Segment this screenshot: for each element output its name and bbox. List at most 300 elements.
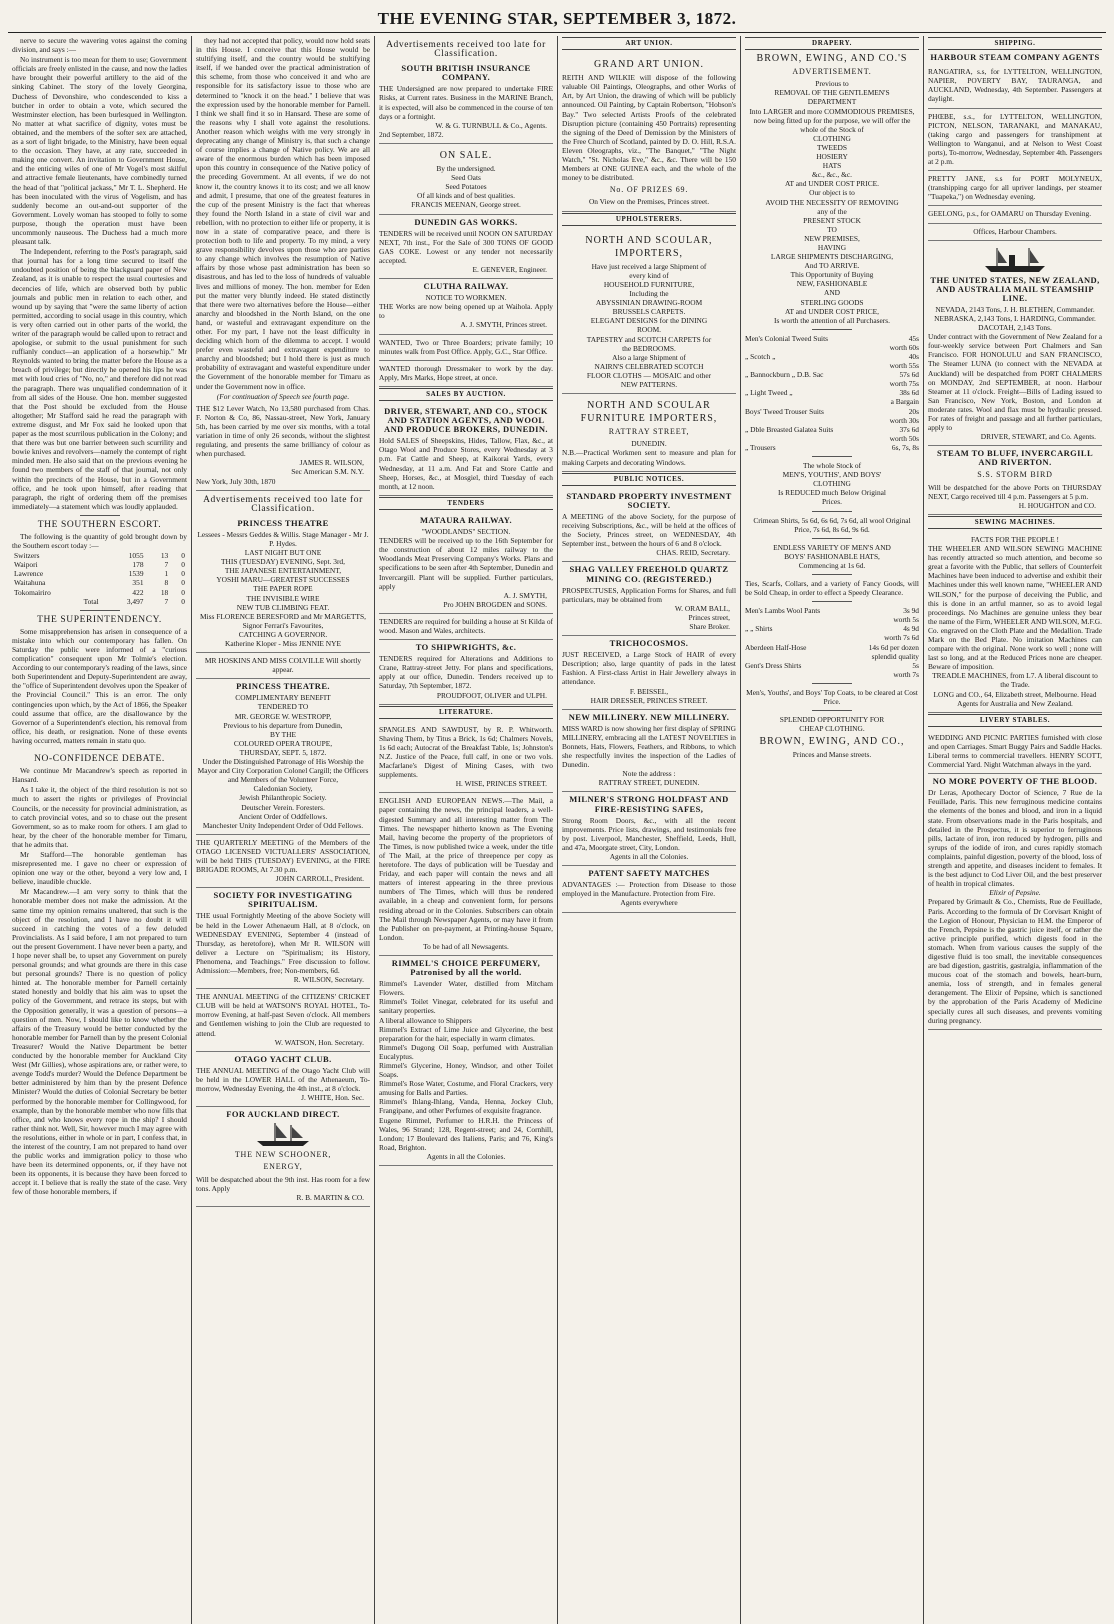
ad-signature: F. BEISSEL, (629, 686, 669, 696)
ad-title: HARBOUR STEAM COMPANY AGENTS (930, 52, 1100, 63)
ad-signature: A. J. SMYTH, Princes street. (460, 320, 547, 330)
ad-line: HATS (822, 161, 842, 171)
ad-body: Will be despatched about the 9th inst. Has room for a few tons. Apply (196, 1174, 370, 1193)
ad-line: No. OF PRIZES 69. (609, 185, 689, 195)
ad-line: STERLING GOODS (800, 297, 864, 307)
price-worth: worth 55s (889, 361, 919, 371)
price-row (745, 425, 919, 434)
column-5 (740, 36, 923, 1624)
ad-poverty-blood (928, 774, 1102, 1030)
ad-line: Seed Oats (451, 173, 481, 183)
ad-line: CLOTHING (813, 133, 851, 143)
ad-body: JUST RECEIVED, a Large Stock of HAIR of every Description; also, large quantity of pads in the latest Fashion. A First-class Artist in Hair Jewellery always in attendance. (562, 650, 736, 687)
article-paragraph: As I take it, the object of the third resolution is not so much to assert the rights or privileges of Provincial Councils, or the necessity for provincial administration, as to catch provincial votes, and so to chase out the present Government, so as to make room for others. I am glad to hear, by the cheer of the honorable member for Timaru, that he admits that. (12, 785, 187, 849)
ad-body: Prepared by Grimault & Co., Chemists, Rue de Feuillade, Paris. According to the formula of Dr Corvisart Knight of the Legion of Honour, Physician to H.M. the Emperor of the French, Pepsine is the gastric juice itself, or rather the active principle purified, which digests food in the stomach. When from various causes the supply of the digestive fluid is too small, the inevitable consequences are bad digestion, gastritis, gastralgia, inflammation of the mucous coat of the stomach and bowels, heart-burn, anemia, loss of strength, and in females general derangement. The Elixir of Pepsine, which is sanctioned by the approbation of the Paris Academy of Medicine specially cures all such diseases, and prevents vomiting during pregnancy. (928, 897, 1102, 1025)
ad-mail-steamship (928, 241, 1102, 447)
ad-signature: W. WATSON, Hon. Secretary. (274, 1037, 364, 1047)
ad-millinery (562, 710, 736, 793)
table-cell-value: 351 (132, 578, 144, 588)
ad-line: Previous to (815, 79, 849, 89)
price-item: Aberdeen Half-Hose (745, 642, 807, 652)
ad-lever-watch (196, 401, 370, 491)
price-row (745, 643, 919, 652)
table-cell-value: 1055 (128, 551, 144, 561)
ad-rangatira: RANGATIRA, s.s, for LYTTELTON, WELLINGTON, NAPIER, POVERTY BAY, TAURANGA, and AUCKLAND, Wednesday, 4th September. Passengers at daylight. (928, 64, 1102, 108)
ad-line: every kind of (629, 270, 669, 280)
section-heading: LIVERY STABLES. (928, 714, 1102, 727)
price-worth: worth 60s (889, 342, 919, 352)
ad-line: CATCHING A GOVERNOR. (238, 629, 328, 639)
price-value: 14s 6d per dozen (868, 642, 919, 652)
article-paragraph: The following is the quantity of gold brought down by the Southern escort today :— (12, 531, 187, 551)
ad-line: Have just received a large Shipment of (591, 261, 707, 271)
ad-spiritualism (196, 888, 370, 989)
ad-line: Signor Ferrari's Favourites, (242, 620, 324, 630)
ad-cricket (196, 989, 370, 1052)
ad-line: Under the Distinguished Patronage of His Worship the Mayor and City Corporation Colonel Cargill; the Officers and Members of the Volunteer Force, (197, 757, 369, 785)
ad-body: SPANGLES AND SAWDUST, by R. P. Whitworth. Shaving Them, by Titus a Brick, 1s 6d; Chalmers Novels, 1s 6d each; Autocrat of the Breakfast Table, 1s; Johnston's N.Z. Justice of the Peace, full calf, in one or two vols. Macfarlane's Digest of Mining Cases, with two supplements. (379, 724, 553, 780)
article-paragraph: We continue Mr Macandrew's speech as reported in Hansard. (12, 766, 187, 785)
divider (812, 683, 852, 684)
table-cell-value: 0 (181, 551, 185, 561)
ad-title: PRINCESS THEATRE. (236, 681, 330, 692)
ad-yacht-club (196, 1052, 370, 1107)
divider (812, 574, 852, 575)
ad-storm-bird (928, 446, 1102, 515)
divider (812, 329, 852, 330)
ad-line: DUNEDIN. (631, 439, 667, 449)
ad-line: Rimmel's Toilet Vinegar, celebrated for its useful and sanitary properties. (379, 997, 553, 1016)
price-worth: worth 7s (893, 669, 919, 679)
ad-body: THE WHEELER AND WILSON SEWING MACHINE has recently attracted so much attention, and become so great a favorite with the Public, that sellers of Counterfeit Machines have been induced to advertise and exhibit their Machines under this well known name, "WHEELER AND WILSON," for the purpose of deceiving the Public, and this is done in an artful manner, so as to avoid legal proceedings. No Machines are genuine unless they bear the name of the Firm, WHEELER AND WILSON, M.F.G. Co. engraved on the Cloth Plate and the Medallion. Trade Mark on the Bed Plate. No imitation Machines can compare with the original. None work so well ; none will last so long, and at the Reduced Prices none are cheaper. Beware of imposition. (928, 544, 1102, 672)
ad-line: THURSDAY, SEPT. 5, 1872. (239, 747, 327, 757)
price-item: „ Light Tweed „ (745, 388, 793, 398)
ad-line: NEW PREMISES, (804, 233, 860, 243)
ad-line: Miss FLORENCE BERESFORD and Mr MARGETTS, (200, 611, 366, 621)
ad-line: Rimmel's Rose Water, Costume, and Floral Crackers, very amusing for Balls and Parties. (379, 1079, 553, 1098)
ad-line: NEVADA, 2143 Tons, J. H. BLETHEN, Commander. (935, 304, 1095, 314)
ad-signature: W. ORAM BALL, (674, 603, 730, 613)
ad-line: BRUSSELS CARPETS. (612, 307, 686, 317)
article-paragraph: Mr Macandrew.—I am very sorry to think that the honorable member does not make the admission. At the same time my opinion remains unaltered, that such is the object of the resolution, and I have no doubt it will succeed in catching the votes of a few deluded Provincialists. As I said before, I am not prepared to turn out the present Government. I have never been a party, and I hope never shall be, to upset any Government on purely personal grounds; and what grounds are there in this case but personal grounds? There is no question of policy hinted at. The honorable member for Parnell certainly stated honestly and boldly that his aim was to upset the policy of the Government, and retrace its steps, but with the Opposition generally, it was a question of persons—a question of men. Now, I should like to know whether the affairs of the Treasury would be better conducted by the honorable member for Parnell than by the present Colonial Treasurer? Would the Native Department be better conducted by the honorable member for Auckland City West (Mr Gillies), whose aspirations are, or rather were, to avenge Todd's murder? Would the Defence Department be better administered by him than by the present Defence Minister? Would the duties of Colonial Secretary be better performed by the honorable member for Collingwood, for example, than by the honorable member who now fills that office, and who knows every rope in the ship? I should rather think not. Well, Sir, however much I may agree with the resolutions, either in whole or in part, I confess that, in the interest of the country, I am not prepared to hand over the public works and immigration policy to those who have been its determined opponents, or, if they have not been its opponents, it is because they have been forced to accept it. I believe that is really the state of the case. Very few of those honorable members, if (12, 887, 187, 1197)
price-row (745, 606, 919, 615)
ad-shag-valley (562, 562, 736, 636)
ad-line: Also a large Shipment of (612, 352, 686, 362)
ad-line: LARGE SHIPMENTS DISCHARGING, (770, 252, 894, 262)
table-total-value: 7 (164, 596, 169, 606)
ad-body: THE $12 Lever Watch, No 13,580 purchased from Chas. F. Norton & Co, 86, Nassau-street, New York, January 5th, has been carried by me over six months, with a total variation in time of only 26 seconds, without the slightest regulating, and presents the same brilliancy of colour as when purchased. (196, 403, 370, 459)
ad-signature: HAIR DRESSER, PRINCES STREET. (590, 695, 708, 705)
ad-line: Manchester Unity Independent Order of Odd Fellows. (202, 820, 364, 830)
ad-signature: R. WILSON, Secretary. (293, 975, 364, 985)
price-worth: splendid quality (871, 651, 919, 661)
ad-line: THE INVISIBLE WIRE (246, 593, 320, 603)
section-heading: SHIPPING. (928, 37, 1102, 50)
ad-title: STANDARD PROPERTY INVESTMENT SOCIETY. (566, 490, 732, 510)
table-cell-value: 8 (164, 578, 169, 588)
ad-line: Commencing at 1s 6d. (798, 560, 866, 570)
ad-line: LAST NIGHT BUT ONE (244, 548, 322, 558)
ad-line: Caledonian Society, (253, 784, 313, 794)
ad-title: OTAGO YACHT CLUB. (234, 1053, 332, 1064)
ad-line: Seed Potatoes (445, 182, 487, 192)
ad-title: TO SHIPWRIGHTS, &c. (415, 642, 517, 653)
table-total-label: Total (83, 596, 99, 606)
ad-line: THE JAPANESE ENTERTAINMENT, (224, 566, 342, 576)
ad-line: Note the address : (622, 769, 676, 779)
column-6 (923, 36, 1106, 1624)
ad-line: ENERGY, (263, 1162, 303, 1172)
section-heading: LITERATURE. (379, 706, 553, 719)
price-item: „ Bannockburn „ D.B. Sac (745, 370, 824, 380)
ad-mataura-railway (379, 513, 553, 614)
table-cell-value: 0 (181, 578, 185, 588)
ad-signature: Princes and Manse streets. (792, 750, 872, 760)
divider (80, 610, 120, 611)
ad-line: NEBRASKA, 2,143 Tons, I. HARDING, Commander. (934, 313, 1096, 323)
ad-line: Katherine Kloper - Miss JENNIE NYE (225, 639, 341, 648)
ad-title: BROWN, EWING, AND CO.'S (756, 53, 908, 65)
divider (812, 710, 852, 711)
ad-body: TENDERS required for Alterations and Additions to Crane, Rattray-street Jetty. For plans and specifications, apply at our office, Dunedin. Tenders received up to Saturday, 7th September, 1872. (379, 654, 553, 691)
price-value: 38s 6d (899, 388, 919, 398)
table-cell-value: 178 (132, 560, 144, 570)
ad-line: Rimmel's Ihlang-Ihlang, Vanda, Henna, Jockey Club, Frangipane, and other Perfumes of exquisite fragrance. (379, 1097, 553, 1116)
ad-date: New York, July 30th, 1870 (196, 476, 276, 486)
ad-title: SOUTH BRITISH INSURANCE COMPANY. (401, 63, 531, 83)
ad-body: THE ANNUAL MEETING of the CITIZENS' CRICKET CLUB will be held at WATSON'S ROYAL HOTEL, To-morrow Evening, at half-past Seven o'clock. All members and Gentlemen wishing to join the Club are requested to attend. (196, 992, 370, 1038)
table-total-value: 3,497 (126, 596, 144, 606)
ad-title: DRIVER, STEWART, AND CO., STOCK AND STATION AGENTS, AND WOOL AND PRODUCE BROKERS, DUNEDIN. (384, 406, 548, 435)
steamship-icon (983, 246, 1047, 274)
ad-wheeler-wilson (928, 532, 1102, 713)
ad-line: Into LARGER and more COMMODIOUS PREMISES, now being fitted up for the purpose, we will offer the whole of the Stock of (749, 106, 915, 134)
price-row (745, 661, 919, 670)
ad-dressmaker: WANTED thorough Dressmaker to work by the day. Apply, Mrs Marks, Hope street, at once. (379, 361, 553, 387)
ad-line: Rimmel's Lavender Water, distilled from Mitcham Flowers. (379, 979, 553, 998)
table-cell-value: 422 (132, 587, 144, 597)
article-paragraph: No instrument is too mean for them to use; Government officials are freely enlisted in the cause, and now the ladies have brought their powerful artillery to the aid of the sinking Cabinet. The story of the lovely Georgina, Duchess of Devonshire, who condescended to kiss a butcher in order to obtain a vote, which secured the Westminster election, has been burlesqued in Wellington. No matter at what sacrifice of dignity, votes must be obtained, and the members of the softer sex are attached, as a sort of light brigade, to the Ministry, have been equal to the occasion. They have, at any rate, succeeded in making one convert. An invitation to Government House, and the enticing wiles of one of Mr Vogel's most skilful and attractive female lieutenants, have combinedly turned the head of that "political jackass," Mr T. L. Shepherd. He has been inoculated with the virus of Vogelism, and has suddenly become an out-and-out supporter of the Government. Lovely woman has stooped to folly to some purpose, though the operation must have been uncommonly nauseous. The Duchess had a much more pleasant talk. (12, 55, 187, 247)
ad-line: Is REDUCED much Below Original (778, 488, 886, 498)
ad-line: RATTRAY STREET, DUNEDIN. (598, 778, 700, 788)
ad-art-union (562, 53, 736, 211)
article-paragraph: Some misapprehension has arisen in consequence of a mistake into which our contemporary has fallen. On Saturday the public were informed of a "curious complication" consequent upon Mr Tolmie's election. According to our contemporary's reading of the laws, since both Superintendent and Deputy-Superintendent are away, the "office of Superintendent devolves upon the Speaker of the Provincial Council." This is an error. The only contingencies upon which, by the Act of 1866, the Speaker could assume that office, are the disallowance by the Governor of a Superintendent's election, his removal from office, his death, or resignation. None of these events having occurred, matters remain in statu quo. (12, 626, 187, 745)
ad-body: ADVANTAGES :— Protection from Disease to those employed in the Manufacture. Protection from Fire. (562, 880, 736, 899)
ad-shipwrights (379, 640, 553, 705)
ad-title: PATENT SAFETY MATCHES (588, 868, 710, 879)
ad-title: TRICHOCOSMOS. (609, 638, 689, 649)
ad-line: TO (827, 224, 837, 234)
ad-line: the BEDROOMS. (622, 343, 676, 353)
table-row (12, 588, 187, 597)
ad-body: Hold SALES of Sheepskins, Hides, Tallow, Flax, &c., at Otago Wool and Produce Stores, every Wednesday at 3 p.m. Fat Cattle and Sheep, at Kaikorai Yards, every Wednesday, at 11 a.m. And Fat and Store Cattle and Sheep, Horses, &c., at Mosgiel, third Tuesday of each month, at 12 noon. (379, 436, 553, 491)
ad-spangles (379, 722, 553, 794)
ad-body: N.B.—Practical Workmen sent to measure and plan for making Carpets and decorating Windows. (562, 448, 736, 467)
ad-line: The whole Stock of (802, 461, 862, 471)
table-cell-value: 0 (181, 560, 185, 570)
ship-icon (253, 1121, 313, 1147)
ad-subtitle: ADVERTISEMENT. (792, 67, 872, 77)
table-cell-value: 18 (160, 587, 169, 597)
ad-south-british (379, 61, 553, 144)
ad-driver-stewart (379, 404, 553, 496)
ad-body: Under contract with the Government of New Zealand for a four-weekly service between Port Chalmers and San Francisco. FOR HONOLULU and SAN FRANCISCO, The Steamer LUNA (to connect with the NEVADA at Auckland) will be despatched from PORT CHALMERS on MONDAY, 2nd SEPTEMBER, at noon. Harbour Steamer at 11 o'clock. Freight—Bills of Lading issued to San Francisco, New York, Boston, and London at moderate rates. Wool and flax must be hydraulic pressed. For rates of freight and passage and all further particulars, apply to (928, 332, 1102, 433)
ad-title: NEW MILLINERY. NEW MILLINERY. (568, 711, 730, 722)
ad-line: THE PAPER ROPE (253, 584, 313, 594)
price-row (745, 334, 919, 343)
ad-body: A MEETING of the above Society, for the purpose of receiving Subscriptions, &c., will be held at the offices of the Society, Princes street, on WEDNESDAY, 4th September inst., between the hours of 6 and 8 o'clock. (562, 511, 736, 549)
price-row (745, 443, 919, 452)
ad-signature: A. J. SMYTH, (503, 590, 547, 600)
divider (80, 515, 120, 516)
ad-body: Strong Room Doors, &c., with all the recent improvements. Price lists, drawings, and testimonials free by post. Liverpool, Manchester, Sheffield, Leeds, Hull, and 47a, Moorgate street, City, London. (562, 815, 736, 852)
price-worth: worth 7s 6d (884, 633, 919, 643)
ad-title: FOR AUCKLAND DIRECT. (226, 1109, 340, 1120)
ad-line: MEN'S, YOUTHS', AND BOYS' (782, 470, 882, 480)
article-heading: NO-CONFIDENCE DEBATE. (34, 754, 165, 765)
ad-signature: PROUDFOOT, OLIVER and ULPH. (436, 690, 547, 700)
ad-princess-benefit (196, 679, 370, 835)
price-value: 20s (908, 406, 919, 416)
ad-title: STEAM TO BLUFF, INVERCARGILL AND RIVERTON. (936, 448, 1094, 468)
ad-line: AT and UNDER COST PRICE. (785, 179, 879, 189)
ad-subtitle: IMPORTERS, (614, 247, 684, 259)
ad-rimmel (379, 956, 553, 1166)
section-heading: SEWING MACHINES. (928, 516, 1102, 529)
ad-line: any of the (817, 206, 847, 216)
price-value: 6s, 7s, 8s (891, 442, 919, 452)
ad-line: Is worth the attention of all Purchasers. (774, 315, 890, 325)
ad-licensed-victuallers (196, 835, 370, 888)
ad-line: Ancient Order of Oddfellows. (238, 811, 328, 821)
ad-signature: CHAS. REID, Secretary. (656, 548, 730, 558)
ad-line: TAPESTRY and SCOTCH CARPETS for (586, 334, 712, 344)
price-item: „ „ Shirts (745, 624, 773, 634)
price-row (745, 624, 919, 633)
ad-gas-works (379, 215, 553, 280)
ad-body: ENGLISH AND EUROPEAN NEWS.—The Mail, a paper containing the news, the principal leaders, a well-digested Summary and all interesting matter from The Times. The newspaper hitherto known as The Evening Mail, having become the property of the proprietors of The Times, is now published twice a week, under the title of The Mail, at the price of threepence per copy as heretofore. The days of publication will be Tuesday and Friday, and each paper will contain the news and all matters of interest appearing in the three previous numbers of The Times, which will thus be rendered available, in a cheap and convenient form, for persons residing abroad or in the Colonies. Subscribers can obtain The Mail through Newspaper Agents, or may have it from the Publisher on pre-payment, at Printing-house Square, London. (379, 796, 553, 942)
divider (812, 511, 852, 512)
price-worth: worth 30s (889, 415, 919, 425)
ad-line: &c., &c., &c. (811, 170, 853, 180)
ad-subtitle: FURNITURE IMPORTERS, (580, 413, 718, 425)
masthead: THE EVENING STAR, SEPTEMBER 3, 1872. (377, 9, 737, 28)
ad-on-sale (379, 144, 553, 215)
ad-title: GRAND ART UNION. (594, 59, 704, 71)
ad-body: Will be despatched for the above Ports on THURSDAY NEXT, Cargo received till 4 p.m. Passengers at 5 p.m. (928, 482, 1102, 501)
ad-line: Agents in all the Colonies. (609, 852, 689, 862)
ad-line: Agents everywhere (620, 898, 678, 908)
ad-line: SPLENDID OPPORTUNITY FOR (779, 715, 885, 725)
ad-line: AND (823, 288, 840, 298)
ad-line: Agents in all the Colonies. (426, 1151, 506, 1161)
ad-line: "WOODLANDS" SECTION. (421, 527, 511, 537)
ad-signature: DRIVER, STEWART, and Co. Agents. (980, 432, 1096, 442)
ad-signature: J. WHITE, Hon. Sec. (301, 1093, 364, 1103)
divider (80, 749, 120, 750)
ad-princess-theatre (196, 516, 370, 653)
section-heading: Advertisements received too late for Classification. (203, 494, 363, 514)
ad-line: LONG and CO., 64, Elizabeth street, Melbourne. Head Agents for Australia and New Zealand. (933, 689, 1097, 708)
ad-line: Including the (629, 289, 669, 299)
article-paragraph: they had not accepted that policy, would now hold seats in this House. I conceive that this House would be stultifying itself, and the country would be stultifying itself, if we handed over the practical administration of this scheme, from those who conceived it and who are responsible for its satisfactory issue to those who are determined to "knock it on the head." I believe that was the expression used by the honorable member for Parnell. I think we shall find it so in Hansard. These are some of the reasons why I shall vote against the resolutions. Another reason which weighs with me very strongly in deprecating any change of Ministry is, that such a change of course implies a change of Native policy. We are all aware of the enormous burden which has been imposed upon this country in consequence of the Native policy of the preceding Government. At all events, if we do not know it, the country knows it to its cost; and we all know and admit, I presume, that one of the greatest features in the cup of the present Ministry is the fact that whereas they found the North Island in a state of civil war and rebellion, with no protection to either life or property, it is now in a state of comparative peace, and there is protection both to life and property. To my mind, a very grave responsibility devolves upon those who are parties to any change which involves the resumption of Native affairs by those whose past administration has been so disastrous, and has led to the loss of hundreds of valuable lives and millions of money. The hon. member for Eden put the matter very bluntly indeed. He stated distinctly that there were two alternatives before the House—either anarchy and bloodshed in the North Island, on the one hand, or wasteful and extravagant expenditure on the other. For my part, I have not the least difficulty in deciding which horn of the dilemma to accept. I would prefer even wasteful and extravagant expenditure to anarchy and bloodshed; but I hold there is just as much probability of extravagant and wasteful expenditure under the Government of the honorable member for Timaru as under the Government now in office. (196, 36, 370, 391)
ad-pretty-jane: PRETTY JANE, s.s for PORT MOLYNEUX, (transhipping cargo for all upriver landings, per steamer "Tuapeka,") on Wednesday evening. (928, 171, 1102, 206)
escort-table (12, 551, 187, 606)
ad-line: Men's, Youths', and Boys' Top Coats, to be cleared at Cost Price. (746, 687, 918, 706)
price-value: 57s 6d (899, 370, 919, 380)
column-3 (374, 36, 557, 1624)
ad-body: THE QUARTERLY MEETING of the Members of the OTAGO LICENSED VICTUALLERS' ASSOCIATION, will be held THIS (TUESDAY) EVENING, at the FIRE BRIGADE ROOMS, At 7.30 p.m. (196, 837, 370, 875)
ad-line: REMOVAL OF THE GENTLEMEN'S (774, 88, 890, 98)
price-item: „ Trousers (745, 442, 776, 452)
table-cell-name: Tokomairiro (14, 587, 51, 597)
divider (812, 456, 852, 457)
table-row (12, 578, 187, 587)
article-heading: THE SOUTHERN ESCORT. (37, 519, 162, 530)
price-value: 5s (912, 660, 919, 670)
ad-title: SOCIETY FOR INVESTIGATING SPIRITUALISM. (213, 890, 353, 910)
ad-body: REITH AND WILKIE will dispose of the following valuable Oil Paintings, Oleographs, and other Works of Art, by Art Union, the drawing of which will be publicly announced. Oil Painting, by Captain Robertson, "Hobson's Bay." Two selected Artists Proofs of the celebrated Disruption picture (containing 450 Portraits) representing the signing of the Deed of Demission by the Ministers of the Free Church of Scotland, painted by D. O. Hill, R.S.A. Eleven Oleographs, viz., "The Banquet," "The Night Watch," "St. Nicholas Eve," &c., &c. There will be 150 Members at ONE GUINEA each, and the whole of the money to be distributed. (562, 73, 736, 183)
ad-body: THE usual Fortnightly Meeting of the above Society will be held in the Lower Athenaeum Hall, at 8 o'clock, on WEDNESDAY EVENING, September 4 (instead of Thursday, as heretofore), when Mr R. WILSON will deliver a Lecture on "Spiritualism; its History, Phenomena, and Teachings." Free discussion to follow. Admission:—Members, free; Non-members, 6d. (196, 911, 370, 975)
ad-title: MILNER'S STRONG HOLDFAST AND FIRE-RESISTING SAFES, (569, 794, 729, 814)
ad-line: ROOM. (636, 325, 662, 335)
ad-line: ABYSSINIAN DRAWING-ROOM (595, 298, 703, 308)
table-cell-name: Waipori (14, 560, 38, 570)
ad-title: SHAG VALLEY FREEHOLD QUARTZ MINING CO. (REGISTERED.) (569, 564, 729, 584)
columns (8, 36, 1106, 1624)
ad-line: Jewish Philanthropic Society. (239, 793, 327, 803)
ad-line: Deutscher Verein. Foresters. (241, 802, 325, 812)
table-row (12, 569, 187, 578)
ad-line: DEPARTMENT (807, 97, 857, 107)
ad-title: NORTH AND SCOULAR (587, 400, 711, 412)
article-paragraph: Mr Stafford—The honorable gentleman has misrepresented me. I gave no cheer or expression of opinion one way or the other, beyond a very low and, I believe, inaudible chuckle. (12, 849, 187, 887)
price-row (745, 388, 919, 397)
ad-line: And TO ARRIVE. (804, 261, 860, 271)
ad-line: HOUSEHOLD FURNITURE, (603, 279, 695, 289)
table-total-row (12, 597, 187, 606)
table-row (12, 551, 187, 560)
price-item: Men's Lambs Wool Pants (745, 606, 821, 616)
ad-body: TENDERS will be received up to the 16th September for the construction of about 12 miles railway to the Woodlands Meat Preserving Company's Works. Plans and specifications to be seen after 4th September, Dunedin and Invercargill. Plant will be supplied. Further particulars, apply (379, 536, 553, 591)
ad-signature: Pro JOHN BROGDEN and SONS. (443, 599, 547, 609)
ad-signature: Share Broker. (689, 621, 730, 631)
masthead-rule (8, 32, 1106, 33)
ad-line: MR. GEORGE W. WESTROPP, (234, 711, 332, 721)
table-cell-value: 1 (164, 569, 169, 579)
ad-line: COMPLIMENTARY BENEFIT (235, 693, 331, 703)
ad-geelong: GEELONG, p.s., for OAMARU on Thursday Evening. (928, 206, 1102, 223)
price-row (745, 407, 919, 416)
ad-title: PRINCESS THEATRE (237, 517, 329, 528)
ad-line: Lessees - Messrs Geddes & Willis. Stage Manager - Mr J. P. Hydes. (197, 529, 369, 548)
ad-line: RATTRAY STREET, (608, 427, 690, 437)
price-value: 45s (908, 333, 919, 343)
ad-line: AT and UNDER COST PRICE, (785, 306, 879, 316)
ad-line: This Opportunity of Buying (790, 270, 874, 280)
ad-line: BY THE (269, 729, 297, 739)
ad-wedding-parties: WEDDING AND PICNIC PARTIES furnished with close and open Carriages. Smart Buggy Pairs and Saddle Hacks. Liberal terms to commercial travellers. HENRY SCOTT, Commercial Yard. Night Watchman always in the yard. (928, 730, 1102, 774)
ad-line: TENDERED TO (257, 702, 309, 712)
price-worth: worth 5s (893, 615, 919, 625)
ad-body: THE Works are now being opened up at Waihola. Apply to (379, 302, 553, 321)
table-cell-name: Switzers (14, 551, 40, 561)
section-heading: PUBLIC NOTICES. (562, 473, 736, 486)
ad-body: PROSPECTUSES, Application Forms for Shares, and full particulars, may be obtained from (562, 585, 736, 604)
table-row (12, 560, 187, 569)
column-1 (8, 36, 191, 1624)
price-item: „ Dble Breasted Galatea Suits (745, 424, 834, 434)
ad-body: Ties, Scarfs, Collars, and a variety of Fancy Goods, will be Sold Cheap, in order to effect a Speedy Clearance. (745, 578, 919, 598)
ad-offices: Offices, Harbour Chambers. (928, 224, 1102, 241)
ad-line: NEW TUB CLIMBING FEAT. (236, 602, 330, 612)
ad-line: NOTICE TO WORKMEN. (425, 293, 507, 303)
ad-line: YOSHI MARU—GREATEST SUCCESSES (216, 575, 350, 585)
ad-line: NEW PATTERNS. (620, 380, 678, 389)
ad-boarders: WANTED, Two or Three Boarders; private family; 10 minutes walk from Post Office. Apply, G.C., Star Office. (379, 335, 553, 361)
ad-line: NEW, FASHIONABLE (796, 279, 868, 289)
ad-line: By the undersigned. (436, 164, 496, 174)
ad-signature: Princes street, (688, 612, 730, 622)
ad-line: THE NEW SCHOONER, (234, 1150, 332, 1160)
ad-title: RIMMEL'S CHOICE PERFUMERY, Patronised by all the world. (391, 957, 541, 978)
ad-phoebe: PHŒBE, s.s., for LYTTELTON, WELLINGTON, PICTON, NELSON, TARANAKI, and MANAKAU, (taking cargo and passengers for transhipment at Wellington to Wanganui, and at Nelson to West Coast ports), To-morrow, Wednesday, September 4th. Passengers at 2 p.m. (928, 109, 1102, 172)
ad-title: MATAURA RAILWAY. (419, 514, 513, 525)
price-worth: worth 50s (889, 433, 919, 443)
ad-line: CHEAP CLOTHING. (799, 724, 865, 734)
ad-line: FACTS FOR THE PEOPLE ! (970, 534, 1059, 544)
ad-line: ELEGANT DESIGNS for the DINING (590, 316, 708, 326)
price-worth: worth 75s (889, 379, 919, 389)
ad-trichocosmos (562, 636, 736, 710)
ad-signature: W. & G. TURNBULL & Co., Agents. (435, 120, 547, 130)
section-heading: TENDERS (379, 497, 553, 510)
table-total-value: 0 (181, 596, 185, 606)
table-cell-name: Lawrence (14, 569, 44, 579)
ad-signature: R. B. MARTIN & CO. (296, 1192, 364, 1202)
ad-body: Dr Leras, Apothecary Doctor of Science, 7 Rue de la Feuillade, Paris. This new ferruginous medicine contains the elements of the bones and blood, and iron in a liquid state. From observations made in the Paris hospitals, and detailed in the Prospectus, it is superior to ferruginous pills, lactate of iron, iron reduced by hydrogen, pills and syrups of the iodide of iron, and cures rapidly stomach complaints, painful digestion, poverty of the blood, loss of strength and appetite, and diseases incident to females. It is the best adjunct to Cod Liver Oil, and the best preserver of health in tropical climates. (928, 788, 1102, 889)
article-paragraph: The Independent, referring to the Post's paragraph, said that journal has for a long time secured to itself the undoubted position of being the blackguard paper of New Zealand, as it is unable to respect the usual courtesies and decencies of life, which are observed both by public journals and public men in relation to each other, and wound up by saying that "were the same liberty of action permitted, according to social usage in this country, which is very often carried out in other parts of the world, the writer of the paragraph would be called upon to retract and apologise, or submit to the usual punishment for such ruffianly conduct—an application of a horsewhip." Mr Reynolds wanted to bring the matter before the House as a breach of privilege; but directly he opened his lips he was met with loud cries of "No, no," and therefore did not read the paragraph. There was unqualified condemnation of it from all sides of the House. One hon. member suggested that the Post should be excluded from the House altogether; Mr Stafford said he read the paragraph with extreme disgust, and Mr Fox said he looked upon that paper as the most scurrilous publication in the Colony; and that there was but one barrier between such scurrility and bowie knives and revolvers—namely the contempt of right minded men. He also said that on the previous evening he found two members of the staff of that journal, not only within the precincts of the House, but in a Government office, and he took upon himself, after reading that paragraph, the right of ordering them off the premises immediately—a statement which was loudly applauded. (12, 247, 187, 511)
ad-line: HAVING (817, 242, 847, 252)
ad-line: PRESENT STOCK (803, 215, 861, 225)
ad-line: Rimmel's Dugong Oil Soap, perfumed with Australian Eucalyptus. (379, 1042, 553, 1061)
table-cell-value: 1539 (128, 569, 144, 579)
price-item: Gent's Dress Shirts (745, 660, 802, 670)
table-cell-value: 7 (164, 560, 169, 570)
ad-english-news (379, 793, 553, 956)
price-item: Men's Colonial Tweed Suits (745, 333, 828, 343)
ad-line: Prices. (822, 497, 842, 507)
price-row (745, 370, 919, 379)
ad-line: HOSIERY (816, 152, 848, 162)
ad-line: THIS (TUESDAY) EVENING, Sept. 3rd, (221, 557, 345, 567)
ad-safety-matches (562, 866, 736, 912)
ad-line: FRANCIS MEENAN, George street. (411, 200, 521, 210)
ad-line: On View on the Premises, Princes street. (588, 197, 710, 207)
ad-line: ENDLESS VARIETY OF MEN'S AND (773, 542, 891, 552)
ad-title: THE UNITED STATES, NEW ZEALAND, AND AUSTRALIA MAIL STEAMSHIP LINE. (930, 274, 1100, 303)
ad-line: TREADLE MACHINES, from L7. A liberal discount to the Trade. (932, 671, 1098, 690)
ad-date: 2nd September, 1872. (379, 129, 444, 139)
article-paragraph: nerve to secure the wavering votes against the coming division, and says :— (12, 36, 187, 55)
ad-signature: H. HOUGHTON and CO. (1018, 500, 1096, 510)
price-worth: a Bargain (890, 397, 919, 407)
ad-line: Our object is to (809, 188, 855, 198)
ad-standard-property (562, 489, 736, 563)
table-cell-name: Waitahuna (14, 578, 46, 588)
ad-line: Rimmel's Extract of Lime Juice and Glycerine, the best preparation for the hair, especially in warm climates. (379, 1024, 553, 1043)
section-heading: Advertisements received too late for Classification. (386, 40, 546, 60)
